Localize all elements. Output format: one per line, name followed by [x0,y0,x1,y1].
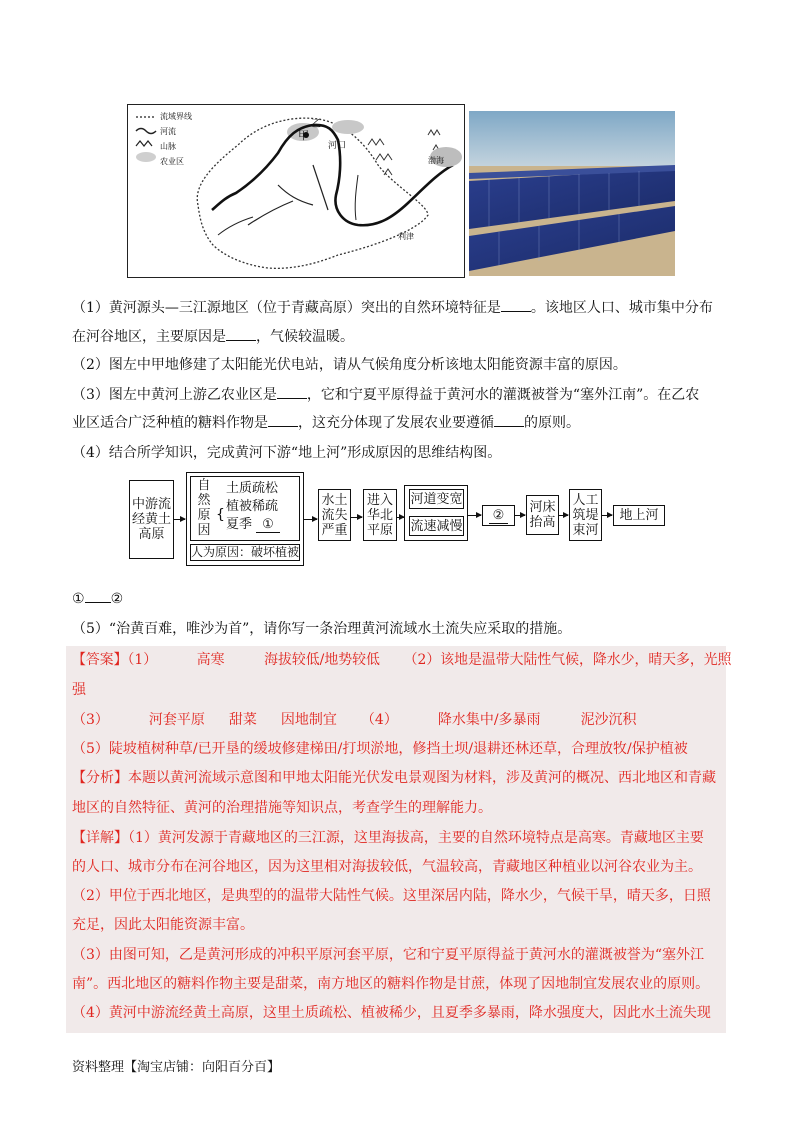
answer-4-2: 泥沙沉积 [580,712,637,728]
answer-2a: （2）该地是温带大陆性气候，降水少，晴天多，光照 [403,652,732,668]
q3-text-a: （3）图左中黄河上游乙农业区是 [72,387,277,403]
q3-text-b: ，它和宁夏平原得益于黄河水的灌溉被誉为“塞外江南”。在乙农 [306,387,700,403]
flow-arrow-7 [559,515,568,516]
flow-arrow-1 [174,519,185,520]
q5-line: （5）“治黄百难，唯沙为首”，请你写一条治理黄河流域水土流失应采取的措施。 [72,621,572,637]
q2-line: （2）图左中甲地修建了太阳能光伏电站，请从气候角度分析该地太阳能资源丰富的原因。 [72,357,627,373]
flow-arrow-8 [602,515,612,516]
detail-line6: 南”。西北地区的糖料作物主要是甜菜，南方地区的糖料作物是甘蔗，体现了因地制宜发展农业的原则。 [72,976,710,992]
answer-4-1: 降水集中/多暴雨 [437,712,541,728]
detail-tag: 【详解】 [72,830,128,846]
flow-erosion: 水土流失严重 [318,489,351,541]
q3-text-c: 业区适合广泛种植的糖料作物是 [72,415,268,431]
q1-line1 [72,298,732,318]
flow-brace: { [216,507,225,523]
detail-line2: 的人口、城市分布在河谷地区，因为这里相对海拔较低，气温较高，青藏地区种植业以河谷农业为主。 [72,859,702,875]
yellow-river-map [127,104,465,278]
q1-blank2[interactable] [226,327,256,341]
flow-veg: 植被稀疏 [226,499,279,514]
flow-natural-label: 自然原因 [197,478,211,538]
flow-arrow-4 [397,517,404,518]
map-label-lijin: 利津 [398,232,414,241]
map-label-yi: 乙 [311,119,321,130]
answer-line3: （3） 河套平原 甜菜 因地制宜 （4） 降水集中/多暴雨 泥沙沉积 [72,712,637,728]
solar-farm-photo [469,111,675,276]
q3-text-e: 的原则。 [524,415,580,431]
flow-widen: 河道变宽 [409,489,464,509]
answer-3-3: 因地制宜 [280,712,337,728]
flow-arrow-6 [515,515,525,516]
flow-plain: 进入华北平原 [363,489,397,541]
legend-farmland: 农业区 [160,157,184,166]
detail-line1: 【详解】（1）黄河发源于青藏地区的三江源，这里海拔高，主要的自然环境特点是高寒。青藏地区主要 [72,830,704,846]
q1-blank1[interactable] [501,298,531,312]
flow-arrow-5 [468,515,481,516]
q4-blank1-label: ① [72,591,85,607]
answer-tag: 【答案】 [72,652,128,668]
page-footer: 资料整理【淘宝店铺：向阳百分百】 [72,1060,281,1075]
answer-3-1: 河套平原 [148,712,205,728]
detail-line7: （4）黄河中游流经黄土高原，这里土质疏松、植被稀少，且夏季多暴雨，降水强度大，因此水土流失现 [72,1005,711,1021]
flow-dike: 人工筑堤束河 [569,489,602,541]
flow-arrow-2 [304,519,317,520]
detail-line5: （3）由图可知，乙是黄河形成的冲积平原河套平原，它和宁夏平原得益于黄河水的灌溉被誉为“塞外江 [72,947,705,963]
legend-river: 河流 [160,127,176,136]
q1-text-d: ，气候较温暖。 [256,329,354,345]
detail-line3: （2）甲位于西北地区，是典型的的温带大陆性气候。这里深居内陆，降水少，气候干旱，晴天多，日照 [72,888,711,904]
analysis-line1: 【分析】本题以黄河流域示意图和甲地太阳能光伏发电景观图为材料，涉及黄河的概况、西北地区和青藏 [72,770,716,786]
q1-text-a: （1）黄河源头—三江源地区（位于青藏高原）突出的自然环境特征是 [72,300,501,316]
q3-line2 [72,413,732,433]
analysis-tag: 【分析】 [72,770,128,786]
analysis-line2: 地区的自然特征、黄河的治理措施等知识点，考查学生的理解能力。 [72,800,492,816]
flow-natural-list [226,480,280,534]
legend-mountain: 山脉 [160,142,176,151]
flow-result: 地上河 [613,505,665,526]
q1-text-b: 。该地区人口、城市集中分布 [530,300,713,316]
detail-line4: 充足，因此太阳能资源丰富。 [72,917,254,933]
map-label-hekou: 河口 [328,141,347,151]
flow-summer: 夏季 ① [226,516,280,534]
flow-human: 人为原因：破坏植被 [191,545,300,559]
q4-blanks [72,589,732,609]
flow-soil: 土质疏松 [226,481,279,496]
flow-blank-1: ① [256,517,280,533]
answer-line1: 【答案】（1） 高寒 海拔较低/地势较低 （2）该地是温带大陆性气候，降水少，晴天多，光照 [72,652,732,668]
q1-line2 [72,327,732,347]
flow-origin: 中游流经黄土高原 [129,480,174,559]
flow-circle2-box [482,505,515,526]
answer-line2: 强 [72,682,86,698]
answer-3-2: 甜菜 [228,712,257,728]
map-label-bohai: 渤海 [428,156,444,165]
legend-boundary: 流域界线 [160,112,192,121]
flow-slow: 流速减慢 [409,516,464,536]
flow-arrow-3 [351,517,362,518]
answer-1-2: 海拔较低/地势较低 [264,652,380,668]
solar-photo-drawing [469,111,675,276]
q3-text-d: ，这充分体现了发展农业要遵循 [298,415,494,431]
q4-line: （4）结合所学知识，完成黄河下游“地上河”形成原因的思维结构图。 [72,445,502,461]
answer-line4: （5）陡坡植树种草/已开垦的缓坡修建梯田/打坝淤地，修挡土坝/退耕还林还草，合理放牧/保护植被 [72,741,688,757]
flow-blank-2: ② [489,508,509,524]
q3-line1 [72,385,732,405]
q4-blank1[interactable] [85,589,111,603]
flow-bed: 河床抬高 [526,495,559,535]
q4-blank2-label: ② [110,591,124,607]
map-label-jia: 甲 [298,129,309,142]
q3-blank2[interactable] [268,413,298,427]
q3-blank1[interactable] [277,385,307,399]
answer-1-1: 高寒 [196,652,225,668]
q1-text-c: 在河谷地区，主要原因是 [72,329,226,345]
q3-blank3[interactable] [494,413,524,427]
